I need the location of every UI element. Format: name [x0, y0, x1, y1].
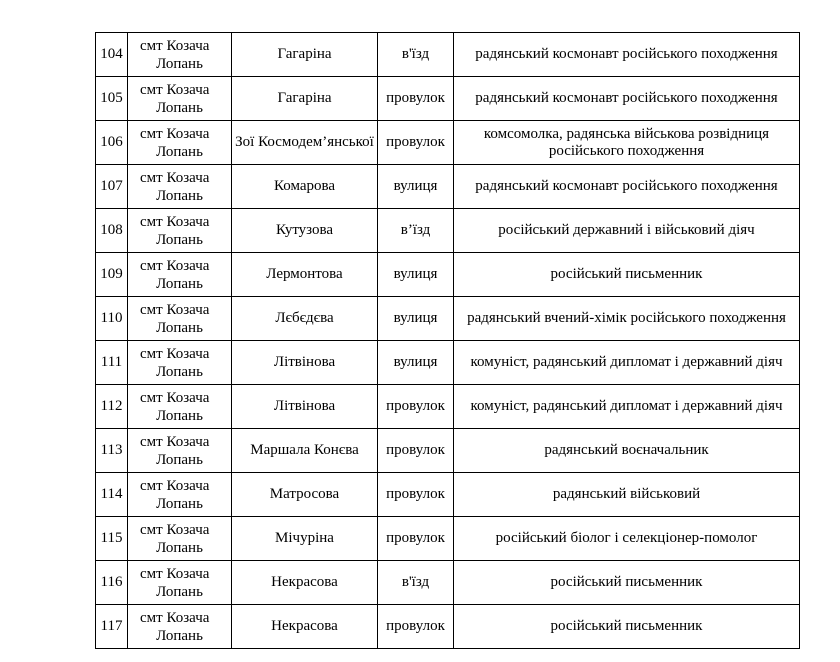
description-cell: комуніст, радянський дипломат і державний діяч — [454, 341, 800, 385]
street-type-cell: в'їзд — [378, 561, 454, 605]
settlement-line-1: смт Козача — [140, 37, 210, 54]
street-name-cell: Маршала Конєва — [232, 429, 378, 473]
settlement-line-2: Лопань — [156, 55, 203, 72]
row-number-cell: 106 — [96, 121, 128, 165]
street-type-cell: провулок — [378, 429, 454, 473]
description-cell: російський біолог і селекціонер-помолог — [454, 517, 800, 561]
street-name-cell: Кутузова — [232, 209, 378, 253]
description-cell: радянський космонавт російського походження — [454, 77, 800, 121]
description-cell: радянський космонавт російського походження — [454, 165, 800, 209]
streets-table — [95, 32, 800, 649]
settlement-line-1: смт Козача — [140, 125, 210, 142]
street-type-cell: вулиця — [378, 253, 454, 297]
row-number-cell: 111 — [96, 341, 128, 385]
street-name-cell: Некрасова — [232, 605, 378, 649]
settlement-line-1: смт Козача — [140, 345, 210, 362]
settlement-line-2: Лопань — [156, 495, 203, 512]
description-cell: комуніст, радянський дипломат і державний діяч — [454, 385, 800, 429]
settlement-cell — [128, 33, 232, 77]
row-number-cell: 108 — [96, 209, 128, 253]
street-name-cell: Гагаріна — [232, 33, 378, 77]
street-type-cell: вулиця — [378, 341, 454, 385]
settlement-line-2: Лопань — [156, 275, 203, 292]
street-type-cell: в'їзд — [378, 33, 454, 77]
street-name-cell: Літвінова — [232, 341, 378, 385]
description-cell: комсомолка, радянська військова розвідниця російського походження — [454, 121, 800, 165]
street-type-cell: провулок — [378, 77, 454, 121]
table-row — [96, 561, 800, 605]
table-row — [96, 429, 800, 473]
streets-table-body — [96, 33, 800, 649]
settlement-line-2: Лопань — [156, 451, 203, 468]
row-number-cell: 104 — [96, 33, 128, 77]
street-name-cell: Некрасова — [232, 561, 378, 605]
settlement-cell — [128, 561, 232, 605]
settlement-line-1: смт Козача — [140, 301, 210, 318]
table-row — [96, 297, 800, 341]
settlement-line-2: Лопань — [156, 407, 203, 424]
settlement-line-1: смт Козача — [140, 565, 210, 582]
description-cell: радянський вчений-хімік російського походження — [454, 297, 800, 341]
row-number-cell: 115 — [96, 517, 128, 561]
table-row — [96, 165, 800, 209]
table-row — [96, 209, 800, 253]
settlement-line-2: Лопань — [156, 627, 203, 644]
settlement-line-1: смт Козача — [140, 609, 210, 626]
table-row — [96, 517, 800, 561]
street-name-cell: Комарова — [232, 165, 378, 209]
settlement-line-2: Лопань — [156, 231, 203, 248]
street-type-cell: провулок — [378, 473, 454, 517]
row-number-cell: 107 — [96, 165, 128, 209]
settlement-cell — [128, 209, 232, 253]
street-name-cell: Зої Космодем’янської — [232, 121, 378, 165]
street-name-cell: Матросова — [232, 473, 378, 517]
settlement-line-1: смт Козача — [140, 169, 210, 186]
description-cell: російський письменник — [454, 253, 800, 297]
street-type-cell: провулок — [378, 121, 454, 165]
street-name-cell: Лермонтова — [232, 253, 378, 297]
settlement-cell — [128, 121, 232, 165]
table-row — [96, 385, 800, 429]
settlement-line-1: смт Козача — [140, 257, 210, 274]
street-type-cell: вулиця — [378, 297, 454, 341]
table-row — [96, 121, 800, 165]
street-name-cell: Літвінова — [232, 385, 378, 429]
row-number-cell: 114 — [96, 473, 128, 517]
row-number-cell: 110 — [96, 297, 128, 341]
settlement-cell — [128, 473, 232, 517]
settlement-line-2: Лопань — [156, 319, 203, 336]
settlement-cell — [128, 385, 232, 429]
settlement-line-1: смт Козача — [140, 389, 210, 406]
row-number-cell: 105 — [96, 77, 128, 121]
street-type-cell: провулок — [378, 605, 454, 649]
settlement-line-2: Лопань — [156, 583, 203, 600]
table-row — [96, 605, 800, 649]
settlement-line-2: Лопань — [156, 143, 203, 160]
description-cell: російський письменник — [454, 605, 800, 649]
settlement-cell — [128, 429, 232, 473]
description-cell: радянський космонавт російського походження — [454, 33, 800, 77]
settlement-line-1: смт Козача — [140, 433, 210, 450]
street-type-cell: в’їзд — [378, 209, 454, 253]
row-number-cell: 116 — [96, 561, 128, 605]
settlement-line-2: Лопань — [156, 187, 203, 204]
settlement-line-2: Лопань — [156, 539, 203, 556]
row-number-cell: 109 — [96, 253, 128, 297]
settlement-cell — [128, 517, 232, 561]
street-name-cell: Лєбєдєва — [232, 297, 378, 341]
description-cell: радянський воєначальник — [454, 429, 800, 473]
settlement-cell — [128, 297, 232, 341]
settlement-cell — [128, 77, 232, 121]
table-row — [96, 473, 800, 517]
row-number-cell: 112 — [96, 385, 128, 429]
street-name-cell: Мічуріна — [232, 517, 378, 561]
settlement-line-1: смт Козача — [140, 81, 210, 98]
street-name-cell: Гагаріна — [232, 77, 378, 121]
street-type-cell: вулиця — [378, 165, 454, 209]
street-type-cell: провулок — [378, 517, 454, 561]
description-cell: російський письменник — [454, 561, 800, 605]
settlement-cell — [128, 605, 232, 649]
settlement-line-1: смт Козача — [140, 477, 210, 494]
table-row — [96, 341, 800, 385]
street-type-cell: провулок — [378, 385, 454, 429]
settlement-cell — [128, 341, 232, 385]
description-cell: російський державний і військовий діяч — [454, 209, 800, 253]
row-number-cell: 117 — [96, 605, 128, 649]
settlement-line-2: Лопань — [156, 363, 203, 380]
description-cell: радянський військовий — [454, 473, 800, 517]
settlement-line-1: смт Козача — [140, 213, 210, 230]
table-row — [96, 77, 800, 121]
table-row — [96, 33, 800, 77]
table-row — [96, 253, 800, 297]
settlement-line-1: смт Козача — [140, 521, 210, 538]
settlement-cell — [128, 253, 232, 297]
row-number-cell: 113 — [96, 429, 128, 473]
settlement-line-2: Лопань — [156, 99, 203, 116]
settlement-cell — [128, 165, 232, 209]
